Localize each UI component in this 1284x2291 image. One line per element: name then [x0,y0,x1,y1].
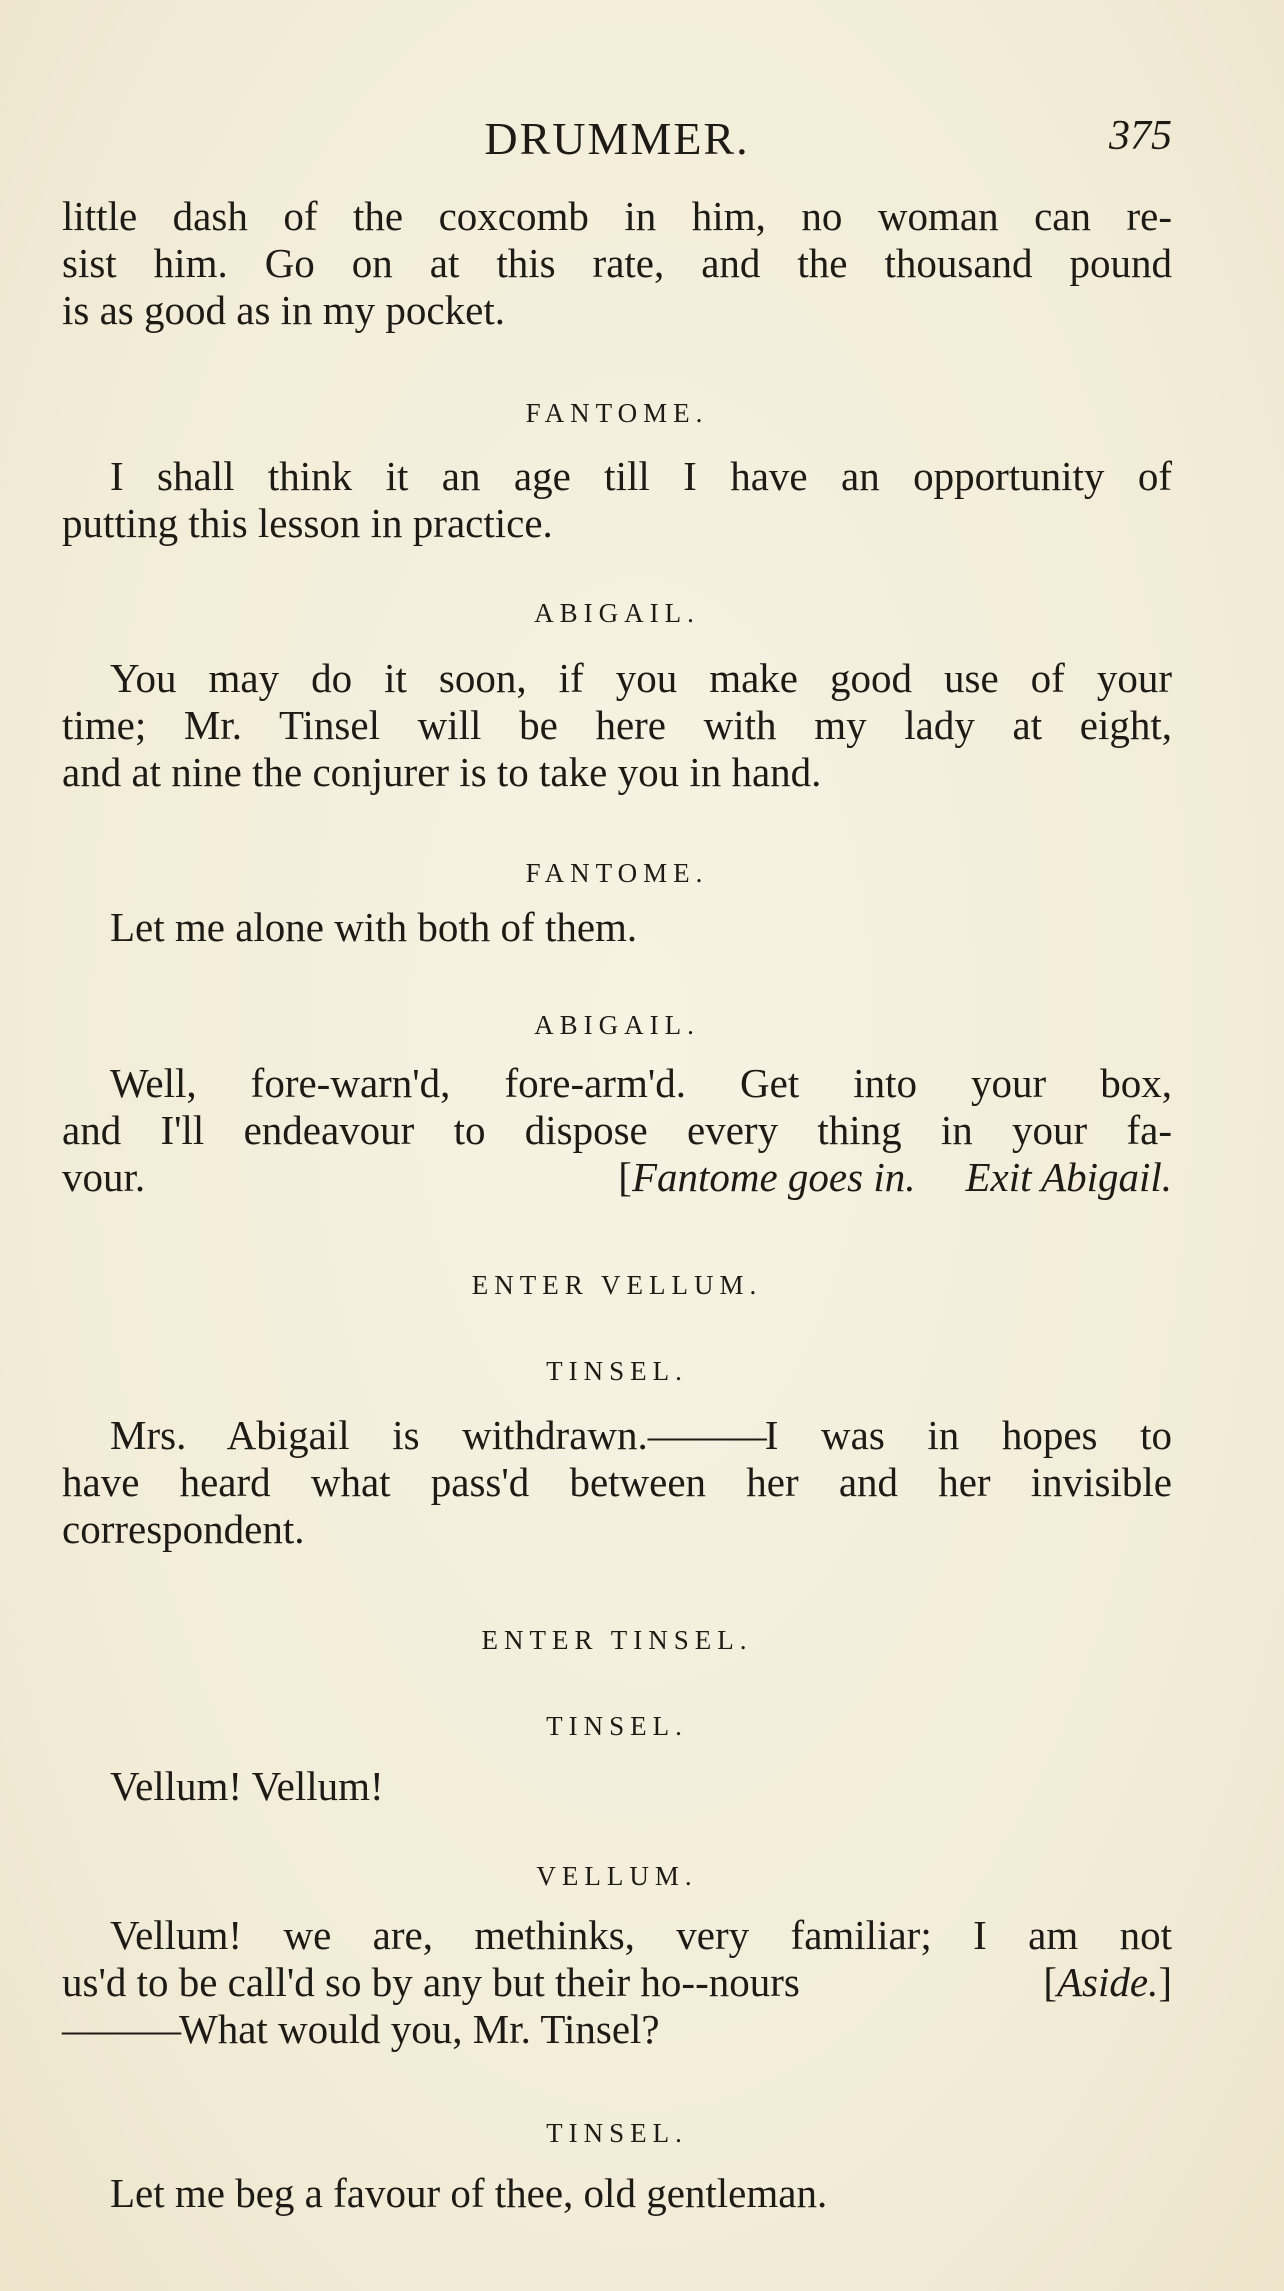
text-line: Let me beg a favour of thee, old gentleman. [110,2170,828,2216]
speaker-heading: FANTOME. [525,858,709,888]
stage-direction-heading: ENTER VELLUM. [471,1270,763,1300]
text-line [62,1412,1172,1459]
text-line: is as good as in my pocket. [62,287,505,333]
stage-direction-text: Fantome goes in. [631,1154,916,1200]
bracket: [ [1043,1959,1057,2005]
text-fragment: I was in hopes to [764,1412,1172,1458]
speaker-heading: FANTOME. [525,398,709,428]
speaker-heading: TINSEL. [546,1356,688,1386]
text-line: and at nine the conjurer is to take you in hand. [62,749,822,795]
dialogue-paragraph [62,2170,1172,2217]
page-number: 375 [1109,113,1172,159]
text-line: You may do it soon, if you make good use of your [110,655,1172,701]
text-line: Vellum! Vellum! [110,1763,384,1809]
text-line: little dash of the coxcomb in him, no woman can re- [62,193,1172,239]
bracket: ] [1158,1959,1172,2005]
dialogue-paragraph [62,1912,1172,2053]
stage-direction [618,1154,1172,1201]
page-header [62,112,1172,172]
text-line: putting this lesson in practice. [62,500,553,546]
speaker-heading: ABIGAIL. [534,1010,700,1040]
em-dash: ——— [62,2006,179,2052]
text-fragment: vour. [62,1154,146,1200]
speaker-heading: ABIGAIL. [534,598,700,628]
dialogue-paragraph [62,1412,1172,1553]
text-line: I shall think it an age till I have an opportunity of [110,453,1172,499]
text-line: Well, fore-warn'd, fore-arm'd. Get into your box, [110,1060,1172,1106]
paragraph-continuation [62,193,1172,334]
aside-direction [1043,1959,1172,2006]
text-line: correspondent. [62,1506,305,1552]
text-line: and I'll endeavour to dispose every thing in your fa- [62,1107,1172,1153]
text-fragment: us'd to be call'd so by any but their ho--nours [62,1959,800,2005]
text-line: Let me alone with both of them. [110,904,638,950]
em-dash: ——— [647,1412,765,1458]
dialogue-paragraph [62,453,1172,547]
stage-direction-heading: ENTER TINSEL. [481,1625,753,1655]
text-line [62,2006,1172,2053]
text-fragment: Mrs. Abigail is withdrawn. [110,1412,648,1458]
speaker-heading: TINSEL. [546,1711,688,1741]
dialogue-paragraph [62,655,1172,796]
aside-text: Aside. [1057,1959,1159,2005]
running-title: DRUMMER. [484,113,750,164]
text-line: sist him. Go on at this rate, and the thousand pound [62,240,1172,286]
stage-direction-text: Exit Abigail. [965,1154,1172,1200]
dialogue-paragraph [62,904,1172,951]
text-line: time; Mr. Tinsel will be here with my lady at eight, [62,702,1172,748]
bracket: [ [618,1154,632,1200]
dialogue-paragraph [62,1763,1172,1810]
text-line: have heard what pass'd between her and her invisible [62,1459,1172,1505]
dialogue-paragraph [62,1060,1172,1201]
text-fragment: What would you, Mr. Tinsel? [179,2006,660,2052]
text-line-with-stage-direction [62,1154,1172,1201]
text-line-with-aside [62,1959,1172,2006]
speaker-heading: TINSEL. [546,2118,688,2148]
speaker-heading: VELLUM. [536,1861,698,1891]
text-line: Vellum! we are, methinks, very familiar; I am not [110,1912,1172,1958]
